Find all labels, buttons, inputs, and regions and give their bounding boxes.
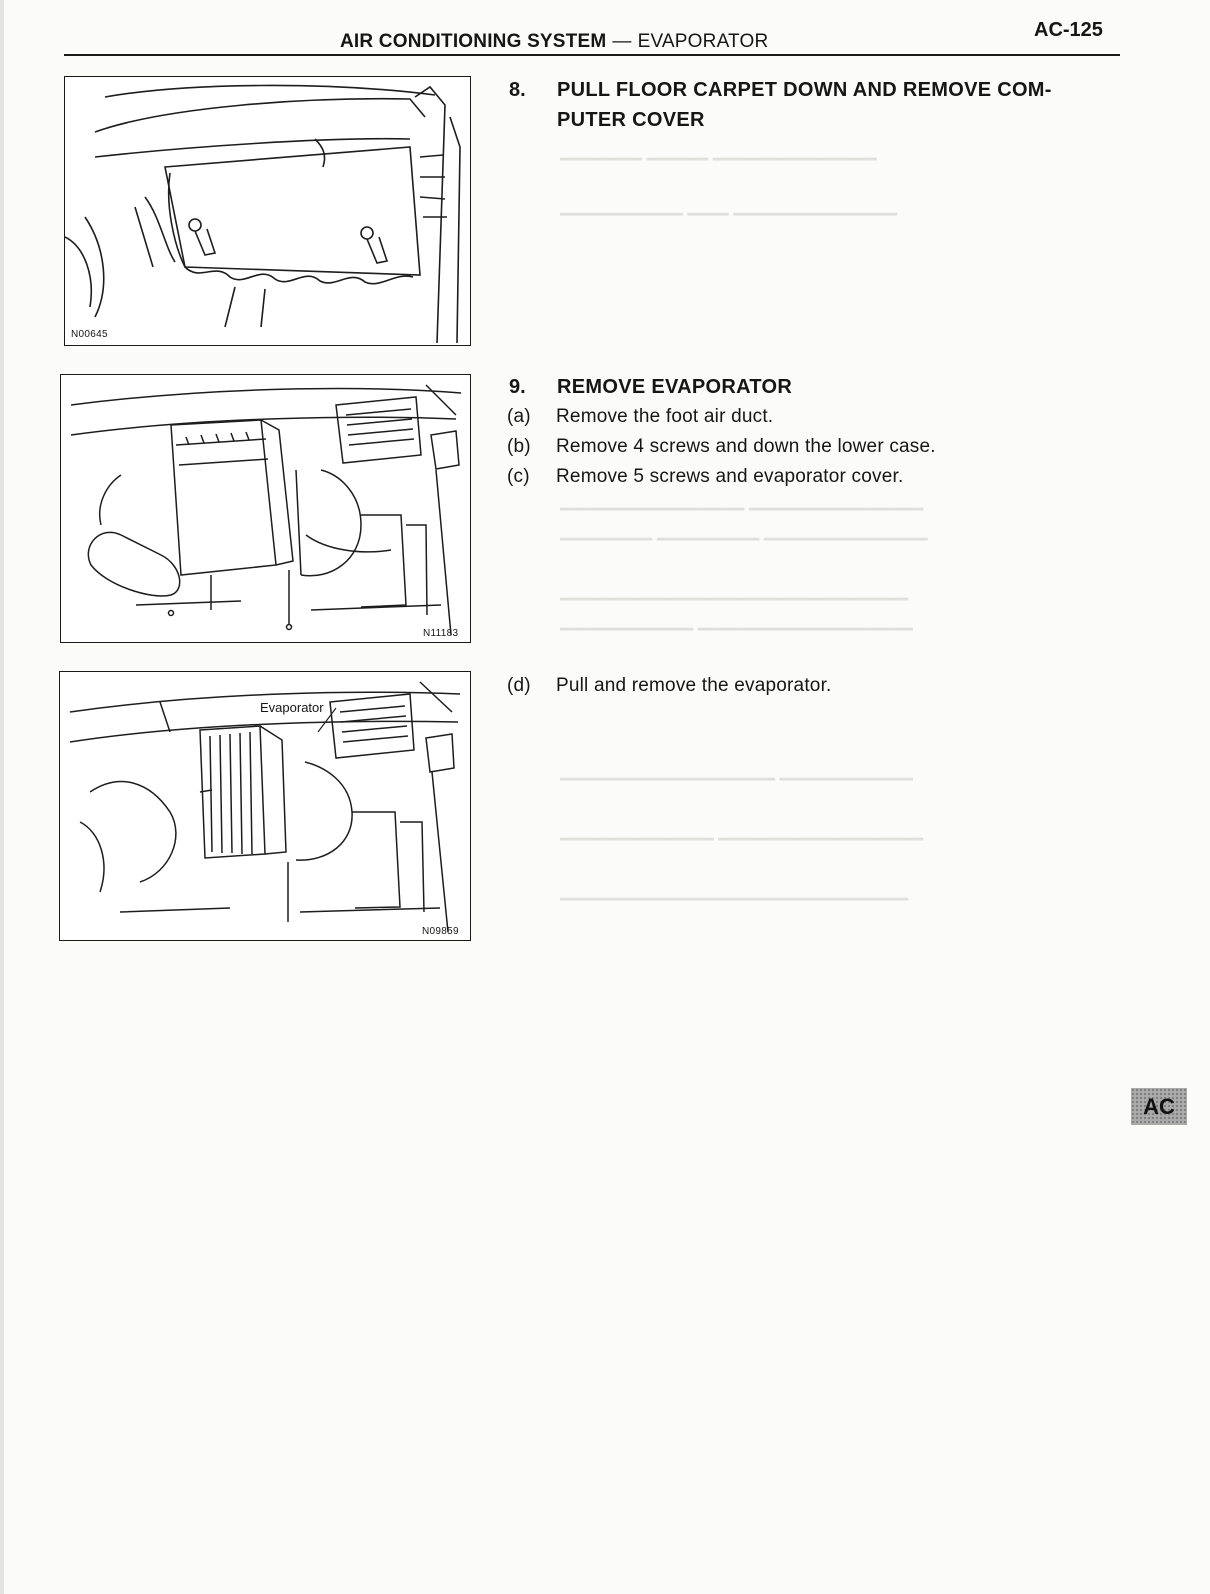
step-title: PUTER COVER [557,109,705,131]
item-text: Remove 5 screws and evaporator cover. [556,466,904,487]
step-number: 9. [509,376,526,398]
bleed-through-shadow: ━━━━━━━━━ ━━━━━━━━━━ ━━━━━━━━━━━━━━━━ [560,530,928,549]
figure-evaporator [59,671,471,941]
item-mark: (c) [507,466,530,487]
section-tab: AC [1131,1088,1187,1125]
binding-edge [0,0,4,1594]
item-text: Pull and remove the evaporator. [556,675,832,696]
figure-code: N11183 [423,628,459,639]
item-mark: (d) [507,675,531,696]
bleed-through-shadow: ━━━━━━━━━━━━━━━━━━━━━ ━━━━━━━━━━━━━ [560,770,913,789]
computer-cover-illustration [65,77,470,345]
bleed-through-shadow: ━━━━━━━━━━━━━━━━━━━━━━━━━━━━━━━━━━ [560,890,908,909]
bleed-through-shadow: ━━━━━━━━━━━━━━━━━━━━━━━━━━━━━━━━━━ [560,590,908,609]
header-separator: — [612,31,632,52]
header-component-name: EVAPORATOR [637,31,769,52]
page-number: AC-125 [1034,19,1103,41]
figure-code: N00645 [71,329,108,340]
figure-evaporator-cover [60,374,471,643]
step-title: REMOVE EVAPORATOR [557,376,793,398]
bleed-through-shadow: ━━━━━━━━━━━━ ━━━━ ━━━━━━━━━━━━━━━━ [560,205,897,224]
bleed-through-shadow: ━━━━━━━━━━━━━ ━━━━━━━━━━━━━━━━━━━━━ [560,620,913,639]
item-text: Remove 4 screws and down the lower case. [556,436,936,457]
step-title: PULL FLOOR CARPET DOWN AND REMOVE COM- [557,79,1052,101]
page-header-title [340,31,768,53]
bleed-through-shadow: ━━━━━━━━ ━━━━━━ ━━━━━━━━━━━━━━━━ [560,150,877,169]
item-mark: (b) [507,436,531,457]
item-mark: (a) [507,406,531,427]
evaporator-callout: Evaporator [260,700,324,715]
item-text: Remove the foot air duct. [556,406,774,427]
evaporator-cover-illustration [61,375,470,642]
figure-computer-cover [64,76,471,346]
header-rule [64,54,1120,56]
figure-code: N09859 [422,926,459,937]
bleed-through-shadow: ━━━━━━━━━━━━━━━━━━ ━━━━━━━━━━━━━━━━━ [560,500,923,519]
bleed-through-shadow: ━━━━━━━━━━━━━━━ ━━━━━━━━━━━━━━━━━━━━ [560,830,923,849]
header-system-name: AIR CONDITIONING SYSTEM [340,31,607,52]
step-number: 8. [509,79,526,101]
